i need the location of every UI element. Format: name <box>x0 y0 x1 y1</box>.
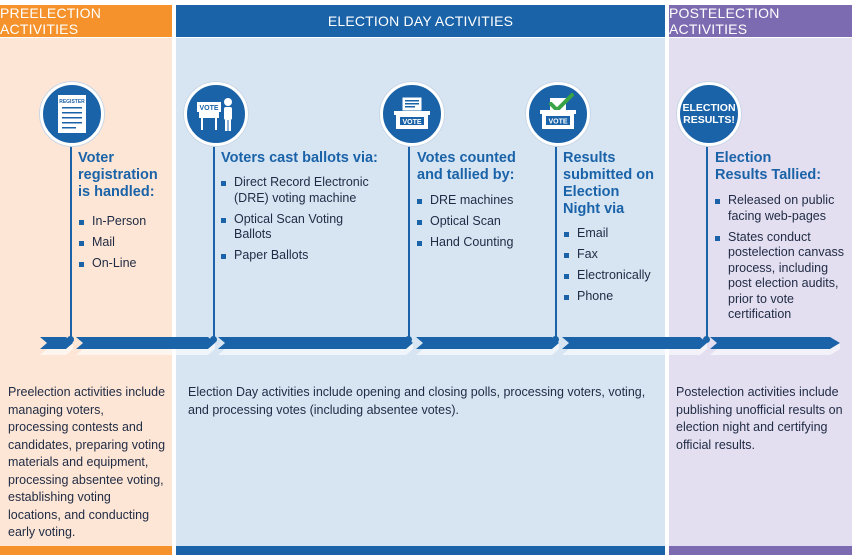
list-item: Optical Scan <box>417 214 547 230</box>
preelection-footer-bar <box>0 546 172 555</box>
step-3-bullets <box>417 193 547 256</box>
step-2-dot <box>210 336 217 343</box>
register-form-icon <box>40 82 104 146</box>
step-3-dot <box>405 336 412 343</box>
step-1-title-line: is handled: <box>78 184 155 200</box>
ballot-machine-icon <box>380 82 444 146</box>
list-item: Hand Counting <box>417 235 547 251</box>
election-results-icon <box>677 82 741 146</box>
step-5-connector <box>706 140 708 340</box>
step-1-title <box>78 150 170 201</box>
step-5-title <box>715 150 850 184</box>
postelection-header: POSTELECTION ACTIVITIES <box>669 5 852 37</box>
step-4-dot <box>552 336 559 343</box>
step-2-title <box>221 150 406 167</box>
list-item: On-Line <box>79 256 169 272</box>
timeline-arrow <box>0 330 859 364</box>
step-5-title-line: Election <box>715 150 772 166</box>
svg-text:VOTE: VOTE <box>199 105 219 112</box>
preelection-header: PREELECTION ACTIVITIES <box>0 5 172 37</box>
list-item: Mail <box>79 235 169 251</box>
step-1-connector <box>70 140 72 340</box>
step-4-bullets <box>564 226 664 310</box>
step-5-title-line: Results Tallied: <box>715 167 822 183</box>
list-item: Released on public facing web-pages <box>715 193 847 224</box>
list-item: Email <box>564 226 664 242</box>
step-4-title-line: Results <box>563 150 616 166</box>
postelection-footer-bar <box>669 546 852 555</box>
svg-text:VOTE: VOTE <box>402 119 422 126</box>
list-item: Optical Scan Voting Ballots <box>221 212 381 243</box>
list-item: Phone <box>564 289 664 305</box>
step-1-title-line: registration <box>78 167 158 183</box>
election-day-description: Election Day activities include opening and closing polls, processing voters, voting, and processing votes (including absentee votes). <box>188 385 646 417</box>
step-1-title-line: Voter <box>78 150 114 166</box>
step-1-dot <box>67 336 74 343</box>
step-3-title-line: and tallied by: <box>417 167 515 183</box>
ballot-box-check-icon <box>526 82 590 146</box>
list-item: States conduct postelection canvass process, including post election audits, prior to vote certification <box>715 230 847 323</box>
step-4-title-line: submitted on <box>563 167 655 183</box>
list-item: Direct Record Electronic (DRE) voting machine <box>221 175 381 206</box>
step-1-bullets <box>79 214 169 277</box>
step-3-connector <box>408 140 410 340</box>
list-item: In-Person <box>79 214 169 230</box>
preelection-description: Preelection activities include managing voters, processing contests and candidates, preparing voting materials and equipment, processing absentee voting, establishing voting locations, and conducting early voting. <box>8 385 166 539</box>
list-item: Electronically <box>564 268 664 284</box>
step-3-title <box>417 150 557 184</box>
election-day-header: ELECTION DAY ACTIVITIES <box>176 5 665 37</box>
step-5-dot <box>703 336 710 343</box>
list-item: Paper Ballots <box>221 248 381 264</box>
step-4-title-line: Night via <box>563 201 625 217</box>
svg-text:REGISTER: REGISTER <box>59 99 85 105</box>
step-2-title-line: Voters cast ballots via: <box>221 150 378 166</box>
step-2-connector <box>213 140 215 340</box>
list-item: Fax <box>564 247 664 263</box>
svg-text:VOTE: VOTE <box>548 118 568 126</box>
step-2-bullets <box>221 175 381 269</box>
step-3-title-line: Votes counted <box>417 150 516 166</box>
postelection-description: Postelection activities include publishing unofficial results on election night and certifying official results. <box>676 385 843 452</box>
step-4-title-line: Election <box>563 184 620 200</box>
step-5-bullets <box>715 193 847 328</box>
step-4-title <box>563 150 663 218</box>
election-day-footer-bar <box>176 546 665 555</box>
voter-at-booth-icon <box>184 82 248 146</box>
election-results-icon-label: ELECTION RESULTS! <box>682 102 736 126</box>
list-item: DRE machines <box>417 193 547 209</box>
